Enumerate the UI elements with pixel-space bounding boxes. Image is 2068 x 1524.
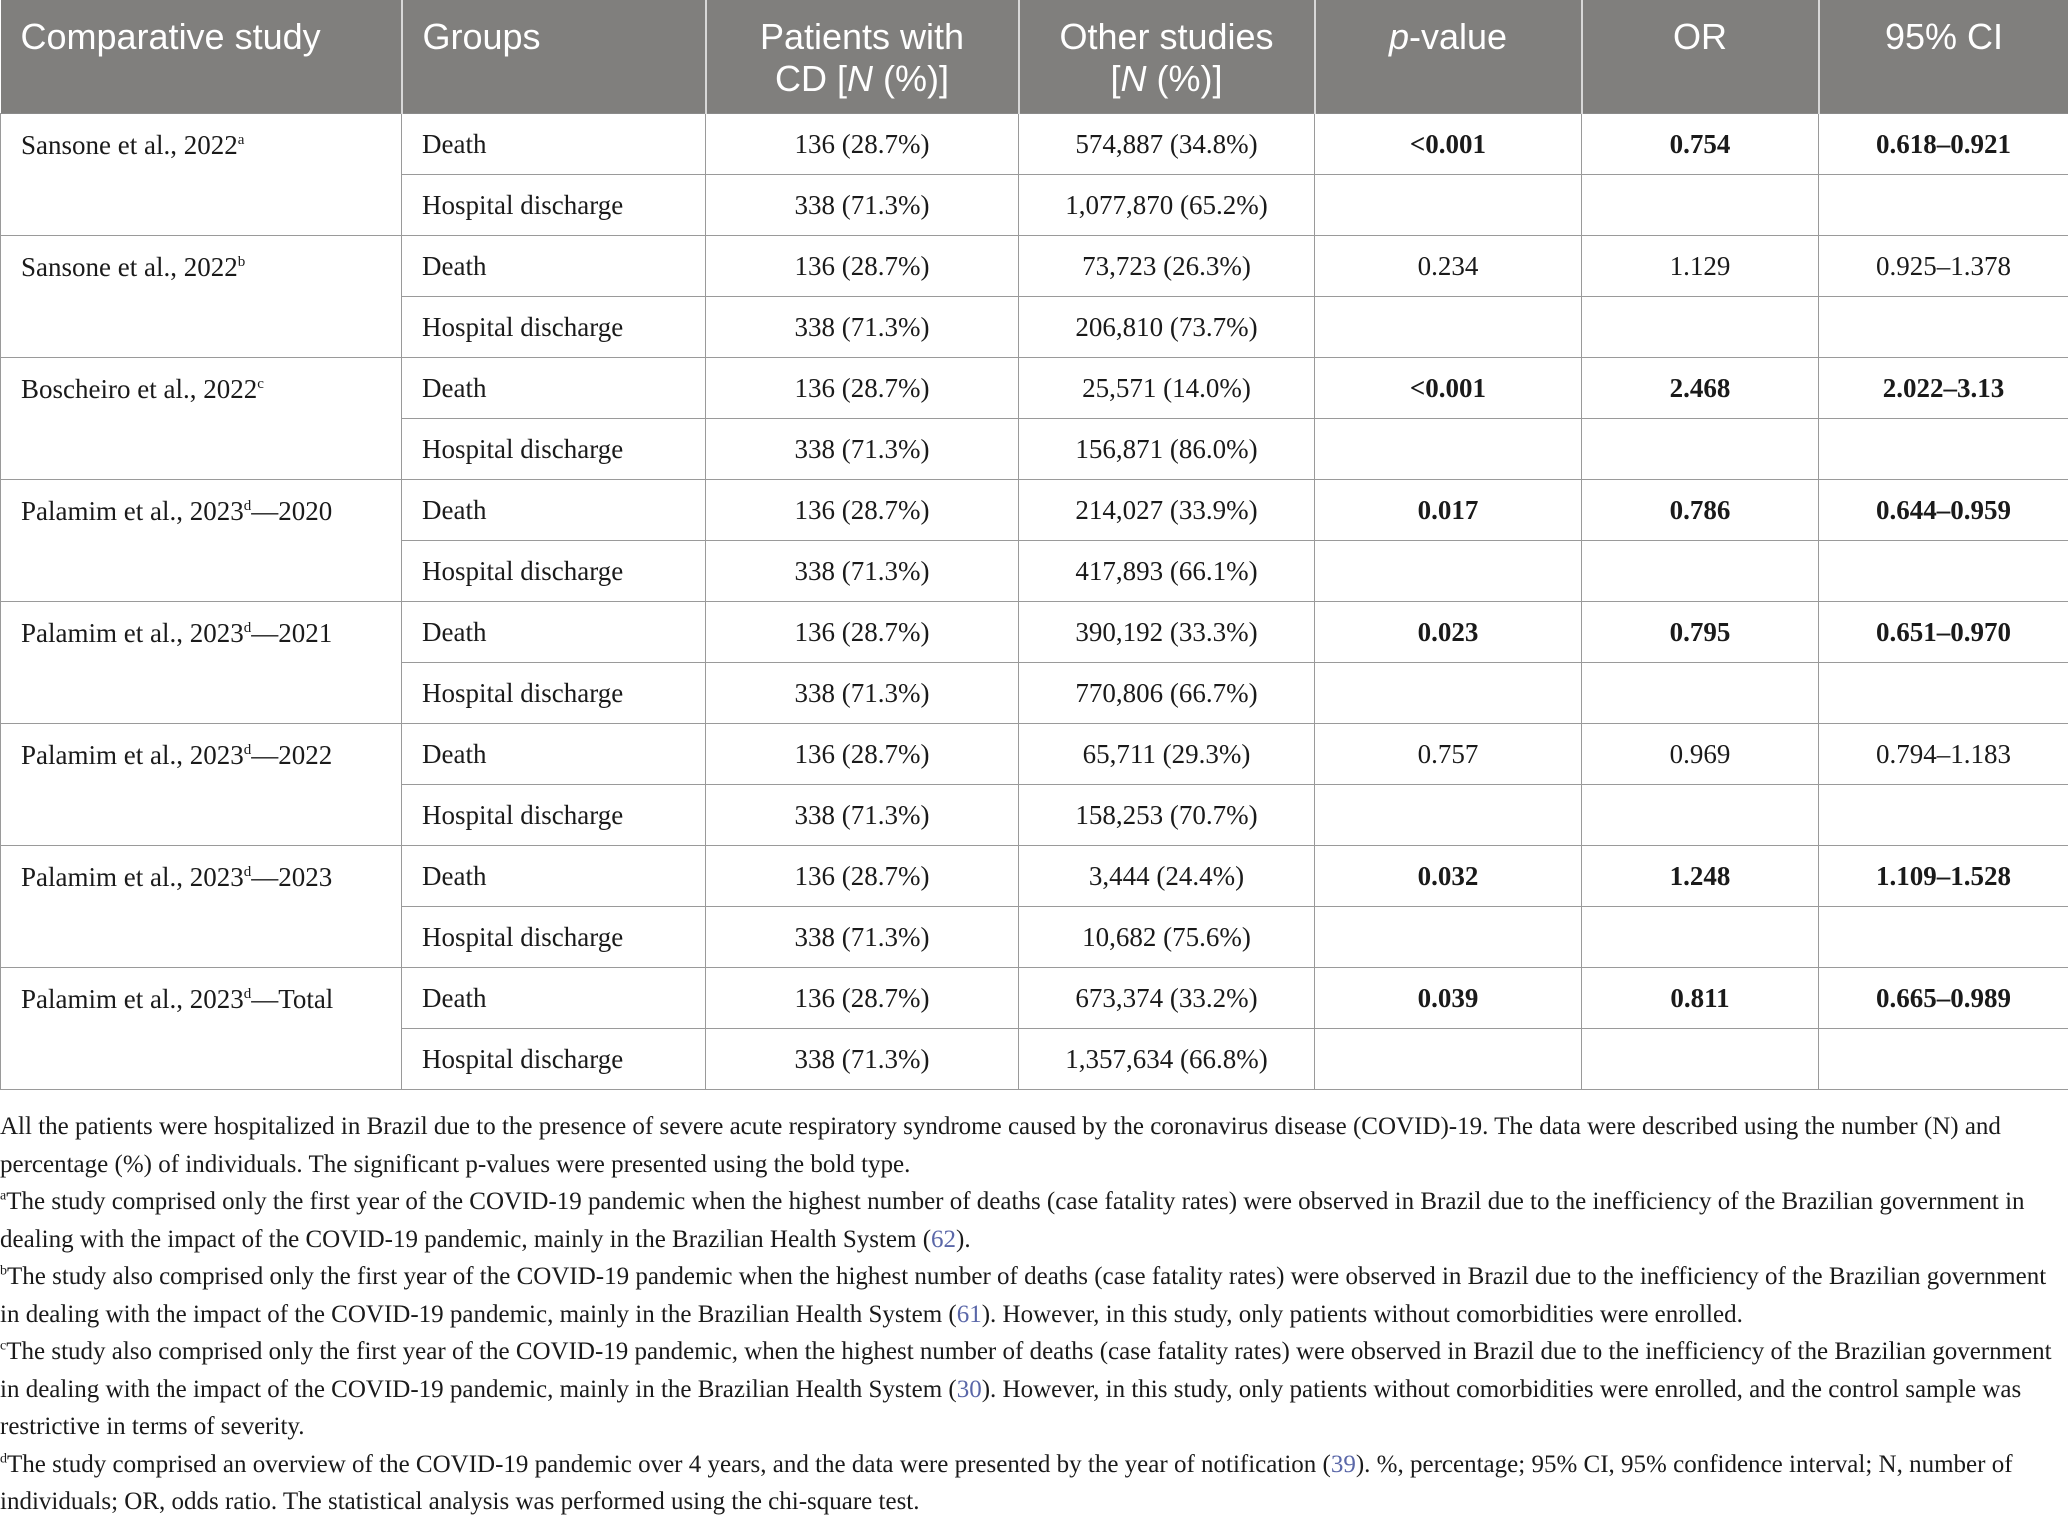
group-death: Death [402,967,706,1028]
footnote-a-ref-link[interactable]: 62 [931,1225,957,1253]
other-studies-discharge: 156,871 (86.0%) [1019,418,1315,479]
study-name: Palamim et al., 2023 [21,983,244,1014]
footnote-d-ref-link[interactable]: 39 [1330,1450,1356,1478]
header-other-line1: Other studies [1059,16,1274,57]
footnote-d-text-end: ). %, percentage; 95% CI, 95% confidence interval; N, number of individuals; OR, odds ratio. The statistical analysis was performed using the chi-square test. [0,1450,2013,1515]
study-footnote-mark: d [243,619,252,636]
group-discharge: Hospital discharge [402,418,706,479]
patients-cd-discharge: 338 (71.3%) [706,540,1019,601]
footnote-b [0,1258,2062,1333]
empty-cell [1819,784,2068,845]
header-or: OR [1582,0,1819,113]
p-value: 0.234 [1315,235,1582,296]
patients-cd-discharge: 338 (71.3%) [706,296,1019,357]
header-patients-line2-pre: CD [ [775,58,847,99]
study-name: Sansone et al., 2022 [21,251,238,282]
group-death: Death [402,357,706,418]
study-cell [1,723,402,845]
empty-cell [1315,540,1582,601]
study-cell [1,357,402,479]
footnote-b-ref-link[interactable]: 61 [956,1300,982,1328]
empty-cell [1819,1028,2068,1089]
empty-cell [1315,296,1582,357]
table-row [1,845,2068,906]
study-suffix: —2022 [251,739,333,770]
confidence-interval: 0.794–1.183 [1819,723,2068,784]
header-p-rest: -value [1408,16,1508,57]
odds-ratio: 0.969 [1582,723,1819,784]
empty-cell [1582,906,1819,967]
header-other-line2-post: (%)] [1146,58,1223,99]
table-row [1,357,2068,418]
study-suffix: —Total [251,983,334,1014]
study-cell [1,113,402,235]
group-discharge: Hospital discharge [402,906,706,967]
patients-cd-discharge: 338 (71.3%) [706,662,1019,723]
other-studies-death: 73,723 (26.3%) [1019,235,1315,296]
other-studies-discharge: 158,253 (70.7%) [1019,784,1315,845]
group-discharge: Hospital discharge [402,296,706,357]
header-other-n: N [1120,58,1147,99]
footnote-d-text: The study comprised an overview of the COVID-19 pandemic over 4 years, and the data were presented by the year of notification ( [7,1450,1331,1478]
odds-ratio: 2.468 [1582,357,1819,418]
other-studies-discharge: 1,357,634 (66.8%) [1019,1028,1315,1089]
study-footnote-mark: d [243,741,252,758]
empty-cell [1582,296,1819,357]
study-name: Palamim et al., 2023 [21,495,244,526]
confidence-interval: 0.665–0.989 [1819,967,2068,1028]
header-groups: Groups [402,0,706,113]
study-footnote-mark: c [257,375,264,392]
group-death: Death [402,723,706,784]
study-footnote-mark: d [243,863,252,880]
patients-cd-death: 136 (28.7%) [706,235,1019,296]
confidence-interval: 0.618–0.921 [1819,113,2068,174]
footnote-a-text-end: ). [956,1225,971,1253]
confidence-interval: 1.109–1.528 [1819,845,2068,906]
study-suffix: —2023 [251,861,333,892]
empty-cell [1819,296,2068,357]
study-footnote-mark: b [237,253,246,270]
group-death: Death [402,601,706,662]
other-studies-death: 65,711 (29.3%) [1019,723,1315,784]
other-studies-death: 3,444 (24.4%) [1019,845,1315,906]
table-row [1,601,2068,662]
empty-cell [1315,1028,1582,1089]
other-studies-death: 25,571 (14.0%) [1019,357,1315,418]
other-studies-discharge: 10,682 (75.6%) [1019,906,1315,967]
study-cell [1,235,402,357]
footnote-c-text-end: ). However, in this study, only patients without comorbidities were enrolled, and the control sample was restrictive in terms of severity. [0,1375,2022,1440]
empty-cell [1315,662,1582,723]
empty-cell [1582,662,1819,723]
study-footnote-mark: d [243,497,252,514]
p-value: 0.017 [1315,479,1582,540]
confidence-interval: 0.651–0.970 [1819,601,2068,662]
header-patients-line2-post: (%)] [873,58,949,99]
patients-cd-discharge: 338 (71.3%) [706,906,1019,967]
study-suffix: —2020 [251,495,333,526]
footnote-c-ref-link[interactable]: 30 [956,1375,982,1403]
group-discharge: Hospital discharge [402,540,706,601]
study-suffix: —2021 [251,617,333,648]
other-studies-death: 390,192 (33.3%) [1019,601,1315,662]
group-death: Death [402,479,706,540]
study-cell [1,479,402,601]
group-discharge: Hospital discharge [402,174,706,235]
study-name: Palamim et al., 2023 [21,861,244,892]
header-p-italic: p [1388,16,1409,57]
empty-cell [1582,1028,1819,1089]
table-body [1,113,2068,1089]
confidence-interval: 0.644–0.959 [1819,479,2068,540]
study-name: Palamim et al., 2023 [21,739,244,770]
empty-cell [1582,784,1819,845]
header-patients-line1: Patients with [759,16,965,57]
odds-ratio: 0.754 [1582,113,1819,174]
table-header [1,0,2068,113]
other-studies-death: 214,027 (33.9%) [1019,479,1315,540]
patients-cd-death: 136 (28.7%) [706,845,1019,906]
patients-cd-death: 136 (28.7%) [706,357,1019,418]
empty-cell [1819,540,2068,601]
study-name: Sansone et al., 2022 [21,129,238,160]
table-row [1,479,2068,540]
p-value: 0.023 [1315,601,1582,662]
confidence-interval: 0.925–1.378 [1819,235,2068,296]
study-footnote-mark: d [243,985,252,1002]
other-studies-discharge: 1,077,870 (65.2%) [1019,174,1315,235]
empty-cell [1315,784,1582,845]
footnote-c [0,1333,2062,1446]
group-death: Death [402,235,706,296]
footnote-a-text: The study comprised only the first year of the COVID-19 pandemic when the highest number of deaths (case fatality rates) were observed in Brazil due to the inefficiency of the Brazilian government in dealing with the impact of the COVID-19 pandemic, mainly in the Brazilian Health System ( [0,1188,2025,1253]
p-value: 0.032 [1315,845,1582,906]
empty-cell [1315,418,1582,479]
group-discharge: Hospital discharge [402,1028,706,1089]
odds-ratio: 1.129 [1582,235,1819,296]
p-value: 0.039 [1315,967,1582,1028]
study-name: Palamim et al., 2023 [21,617,244,648]
confidence-interval: 2.022–3.13 [1819,357,2068,418]
header-other-line2-pre: [ [1110,58,1121,99]
empty-cell [1582,174,1819,235]
group-death: Death [402,845,706,906]
group-discharge: Hospital discharge [402,662,706,723]
empty-cell [1819,174,2068,235]
other-studies-discharge: 206,810 (73.7%) [1019,296,1315,357]
empty-cell [1315,174,1582,235]
footnote-d [0,1446,2062,1521]
empty-cell [1582,540,1819,601]
odds-ratio: 1.248 [1582,845,1819,906]
odds-ratio: 0.795 [1582,601,1819,662]
study-cell [1,967,402,1089]
footnote-general: All the patients were hospitalized in Brazil due to the presence of severe acute respiratory syndrome caused by the coronavirus disease (COVID)-19. The data were described using the number (N) and percentage (%) of individuals. The significant p-values were presented using the bold type. [0,1113,2001,1178]
patients-cd-death: 136 (28.7%) [706,113,1019,174]
empty-cell [1819,418,2068,479]
header-patients-cd [706,0,1019,113]
patients-cd-discharge: 338 (71.3%) [706,174,1019,235]
header-other-studies [1019,0,1315,113]
p-value: 0.757 [1315,723,1582,784]
odds-ratio: 0.786 [1582,479,1819,540]
footnote-d-mark: d [0,1451,7,1467]
patients-cd-discharge: 338 (71.3%) [706,784,1019,845]
other-studies-death: 673,374 (33.2%) [1019,967,1315,1028]
footnote-b-text: The study also comprised only the first year of the COVID-19 pandemic when the highest number of deaths (case fatality rates) were observed in Brazil due to the inefficiency of the Brazilian government in dealing with the impact of the COVID-19 pandemic, mainly in the Brazilian Health System ( [0,1263,2047,1328]
footnote-c-mark: c [0,1338,7,1354]
study-footnote-mark: a [237,131,245,148]
table-row [1,967,2068,1028]
patients-cd-death: 136 (28.7%) [706,479,1019,540]
study-cell [1,845,402,967]
study-cell [1,601,402,723]
footnote-a [0,1183,2062,1258]
odds-ratio: 0.811 [1582,967,1819,1028]
patients-cd-death: 136 (28.7%) [706,723,1019,784]
table-row [1,723,2068,784]
header-patients-n: N [847,58,873,99]
group-death: Death [402,113,706,174]
footnote-b-mark: b [0,1263,7,1279]
patients-cd-discharge: 338 (71.3%) [706,418,1019,479]
patients-cd-death: 136 (28.7%) [706,601,1019,662]
footnote-b-text-end: ). However, in this study, only patients without comorbidities were enrolled. [981,1300,1743,1328]
table-row [1,235,2068,296]
table-row [1,113,2068,174]
patients-cd-death: 136 (28.7%) [706,967,1019,1028]
other-studies-death: 574,887 (34.8%) [1019,113,1315,174]
empty-cell [1819,662,2068,723]
table-footnotes [0,1108,2062,1521]
other-studies-discharge: 417,893 (66.1%) [1019,540,1315,601]
p-value: <0.001 [1315,357,1582,418]
other-studies-discharge: 770,806 (66.7%) [1019,662,1315,723]
footnote-c-text: The study also comprised only the first year of the COVID-19 pandemic, when the highest number of deaths (case fatality rates) were observed in Brazil due to the inefficiency of the Brazilian government in dealing with the impact of the COVID-19 pandemic, mainly in the Brazilian Health System ( [0,1338,2052,1403]
group-discharge: Hospital discharge [402,784,706,845]
header-p-value [1315,0,1582,113]
empty-cell [1582,418,1819,479]
p-value: <0.001 [1315,113,1582,174]
header-ci: 95% CI [1819,0,2068,113]
empty-cell [1819,906,2068,967]
patients-cd-discharge: 338 (71.3%) [706,1028,1019,1089]
footnote-a-mark: a [0,1188,7,1204]
study-name: Boscheiro et al., 2022 [21,373,258,404]
header-comparative-study: Comparative study [1,0,402,113]
empty-cell [1315,906,1582,967]
